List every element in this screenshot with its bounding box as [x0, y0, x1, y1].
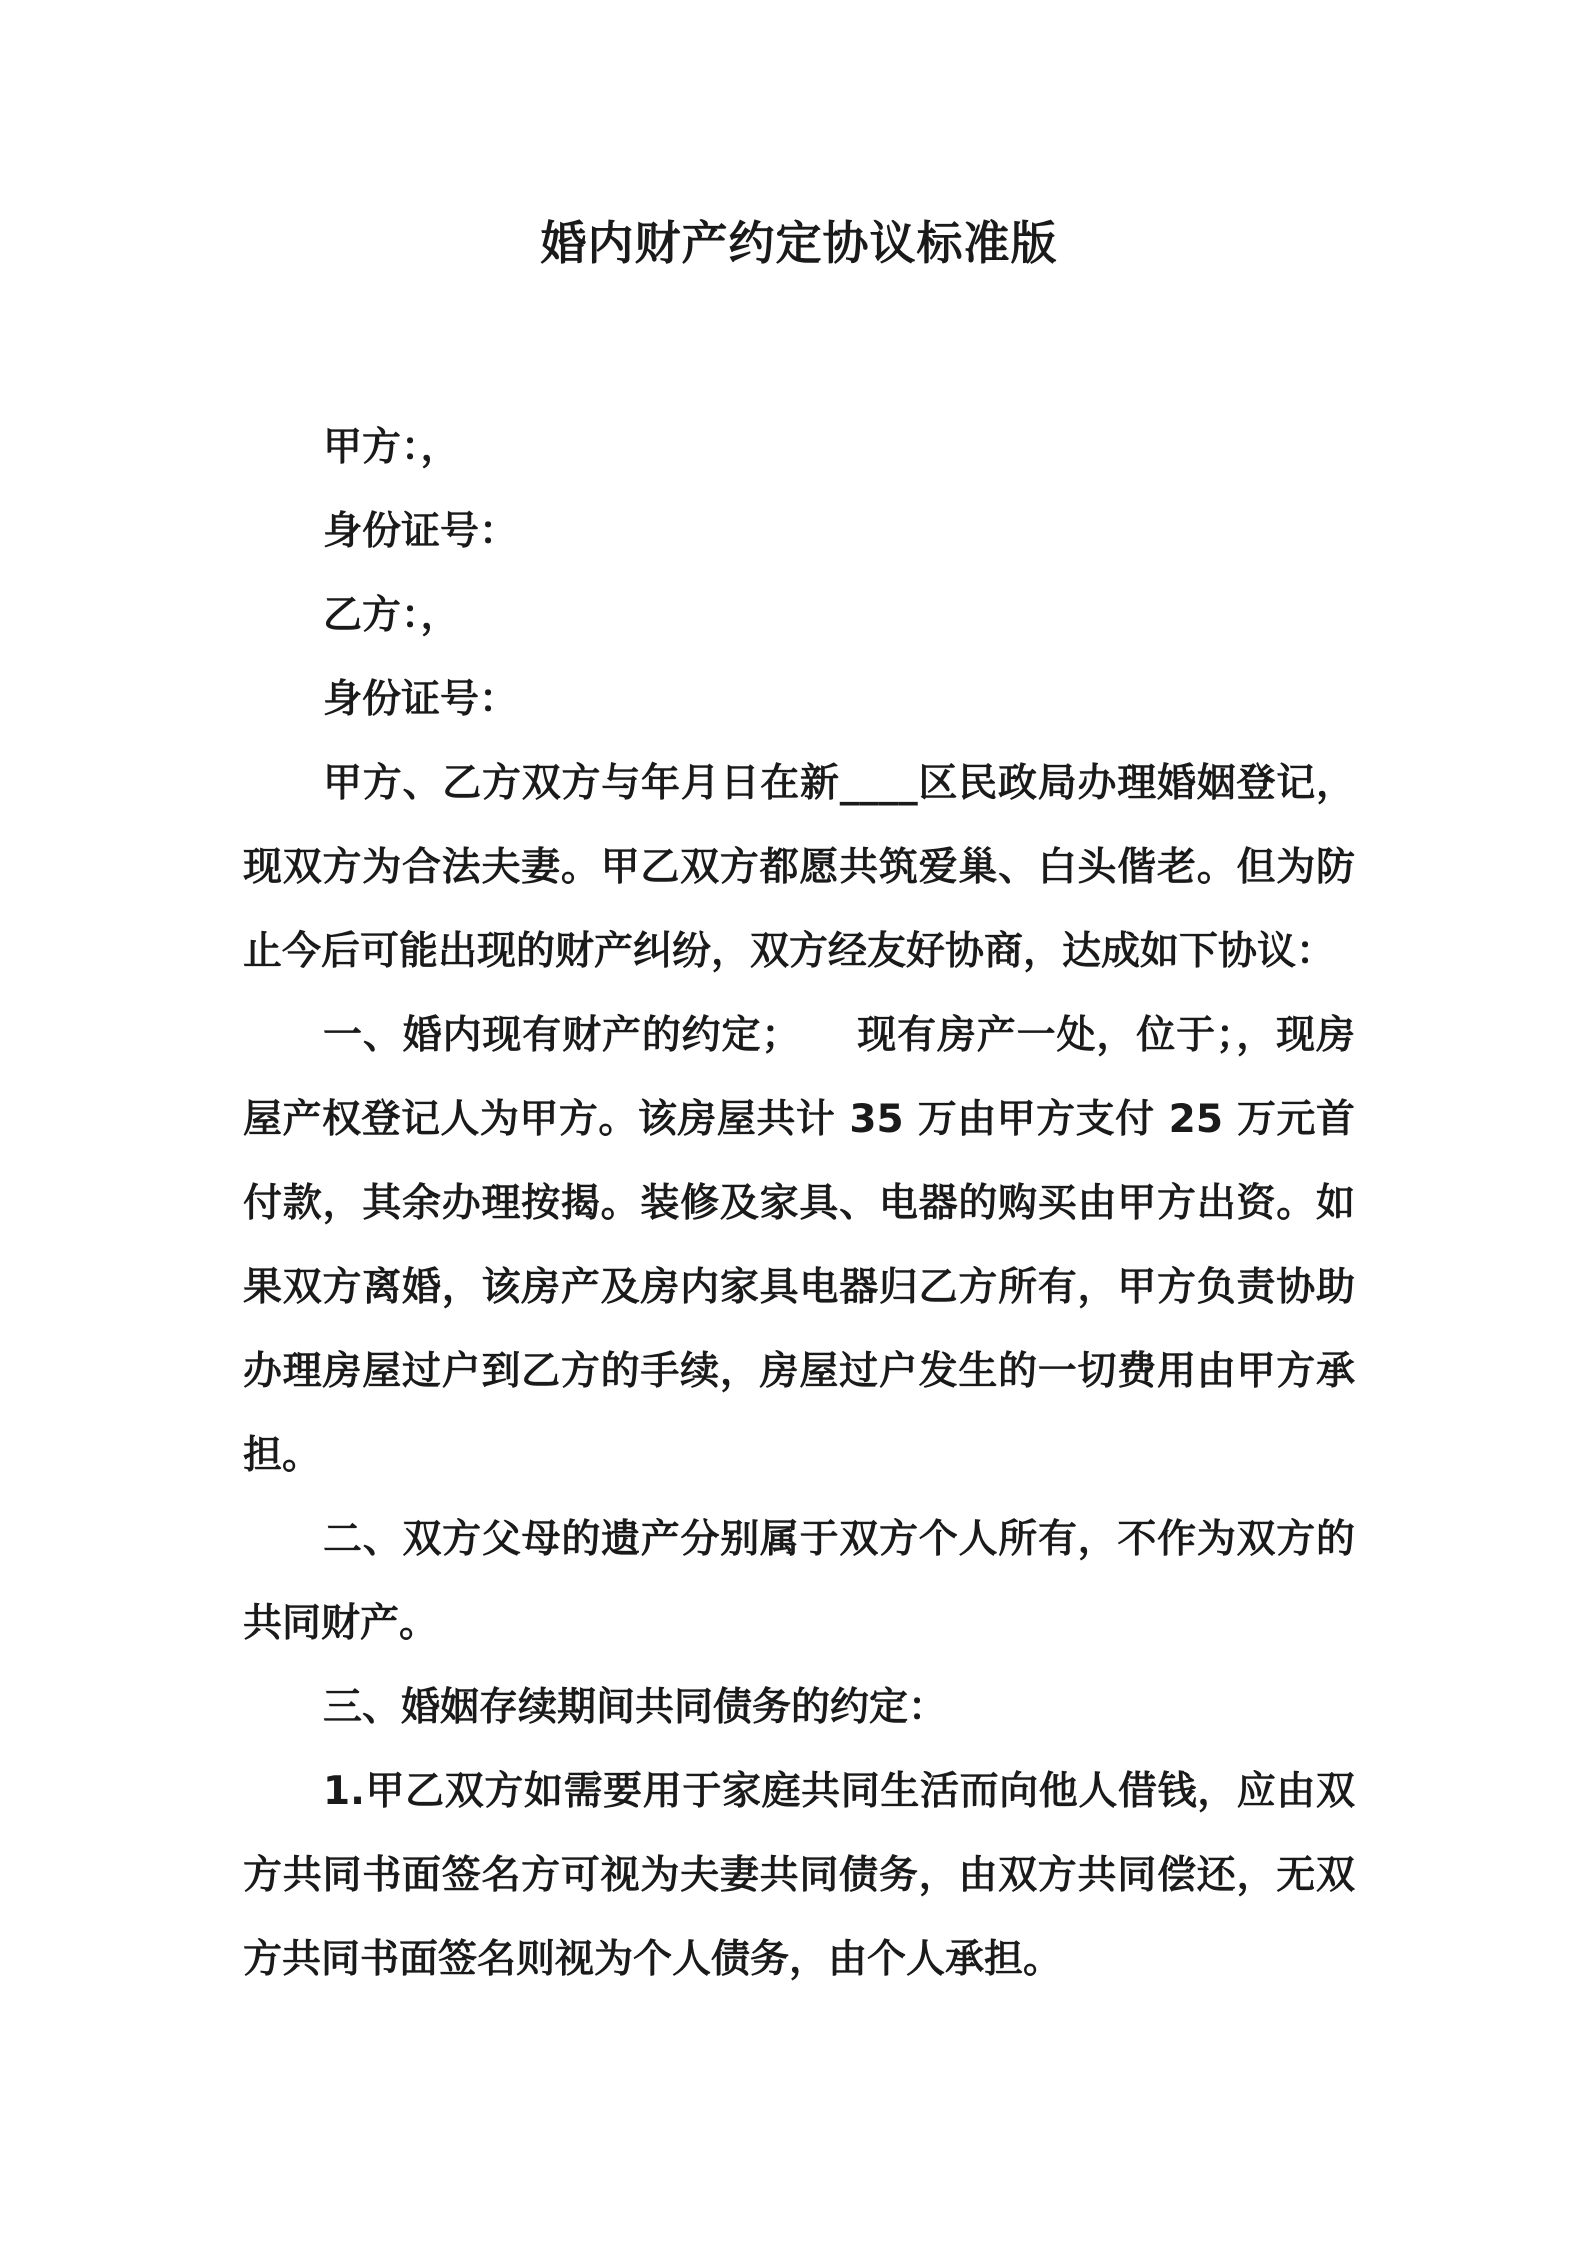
document-title: 婚内财产约定协议标准版 [540, 216, 1058, 270]
party-b-field: 乙方：， [323, 593, 460, 638]
document-body [243, 406, 1355, 2002]
clause-one-text: 现有房产一处，位于；，现房屋产权登记人为甲方。该房屋共计 35 万由甲方支付 25 万元首付款，其余办理按揭。装修及家具、电器的购买由甲方出资。如果双方离婚，该房产及房内家具电器归乙方所有，甲方负责协助办理房屋过户到乙方的手续，房屋过户发生的一切费用由甲方承担。 [243, 1013, 1355, 1478]
intro-paragraph: 甲方、乙方双方与年月日在新____区民政局办理婚姻登记，现双方为合法夫妻。甲乙双方都愿共筑爱巢、白头偕老。但为防止今后可能出现的财产纠纷，双方经友好协商，达成如下协议： [243, 761, 1355, 974]
party-a-id-field: 身份证号： [323, 509, 519, 554]
party-b-id-field: 身份证号： [323, 677, 519, 722]
clause-two-paragraph: 二、双方父母的遗产分别属于双方个人所有，不作为双方的共同财产。 [243, 1517, 1355, 1646]
clause-one-paragraph [243, 994, 1355, 1498]
party-a-field: 甲方：， [323, 425, 460, 470]
clause-three-heading: 三、婚姻存续期间共同债务的约定： [323, 1685, 948, 1730]
clause-three-item-1: 1.甲乙双方如需要用于家庭共同生活而向他人借钱，应由双方共同书面签名方可视为夫妻共同债务，由双方共同偿还，无双方共同书面签名则视为个人债务，由个人承担。 [243, 1769, 1355, 1982]
clause-one-heading: 一、婚内现有财产的约定； [323, 1013, 801, 1058]
